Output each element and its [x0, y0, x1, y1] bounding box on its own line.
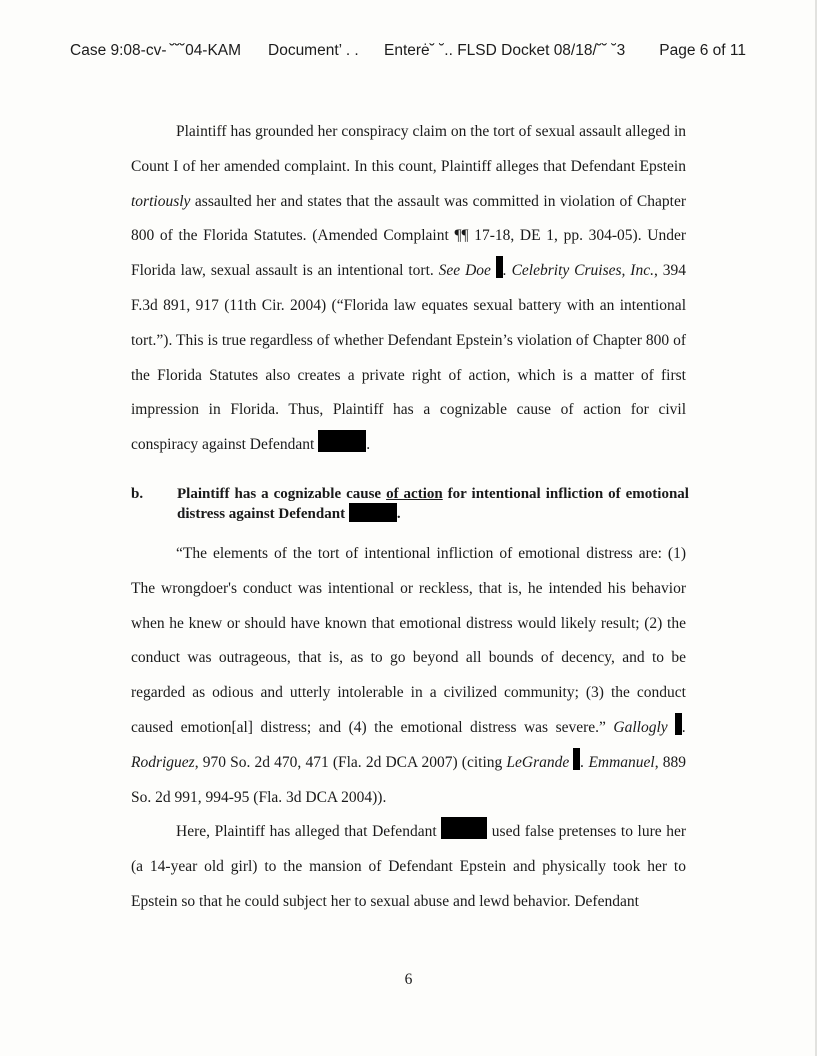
redaction-block — [318, 430, 366, 452]
p1-text-2: assaulted her and states that the assault was committed in violation of Chapter 800 of the Florida Statutes. (Amended Complaint ¶¶ 17-18, DE 1, pp. 304-05). Under Florida law, sexual assault is an intentional tort. — [131, 192, 686, 280]
page-count: Page 6 of 11 — [659, 42, 746, 59]
p3-text-2: used false pretenses to lure her (a 14-year old girl) to the mansion of Defendant Epstein and physically took her to Epstein so that he could subject her to sexual abuse and lewd behavior. Defendant — [131, 823, 686, 910]
entered-docket-label: Enterė˘ ˘.. FLSD Docket 08/18/˘˘ ˘3 — [384, 42, 626, 59]
heading-text-underlined: of action — [386, 486, 443, 502]
p2-text-2: , 970 So. 2d 470, 471 (Fla. 2d DCA 2007) (citing — [194, 753, 507, 771]
p1-end: . — [366, 436, 371, 454]
p2-cite-legrande: LeGrande — [506, 753, 570, 771]
p2-text-1: “The elements of the tort of intentional infliction of emotional distress are: (1) The wrongdoer's conduct was intentional or reckless, that is, he intended his behavior when he knew or should have known that emotional distress would likely result; (2) the conduct was outrageous, that is, as to go beyond all bounds of decency, and to be regarded as odious and utterly intolerable in a civilized community; (3) the conduct caused emotion[al] distress; and (4) the emotional distress was severe.” — [131, 545, 686, 736]
p2-cite-gallogly: Gallogly — [613, 718, 668, 736]
paragraph-elements — [131, 537, 686, 815]
paragraph-conspiracy — [131, 115, 686, 463]
p2-cite-emmanuel: . Emmanuel — [580, 753, 655, 771]
heading-text-b: for intentional infliction of emotional distress against Defendant — [177, 486, 689, 522]
p2-cite-rodriguez: . Rodriguez — [131, 718, 686, 771]
p1-text-3: , 394 F.3d 891, 917 (11th Cir. 2004) (“Florida law equates sexual battery with an intentional tort.”). This is true regardless of whether Defendant Epstein’s violation of Chapter 800 of the Florida Statutes also creates a private right of action, which is a matter of first impression in Florida. Thus, Plaintiff has a cognizable cause of action for civil conspiracy against Defendant — [131, 262, 687, 454]
p1-text-1: Plaintiff has grounded her conspiracy claim on the tort of sexual assault alleged in Count I of her amended complaint. In this count, Plaintiff alleges that Defendant Epstein — [131, 123, 686, 175]
paragraph-allegation — [131, 815, 686, 919]
redaction-block — [441, 817, 487, 839]
heading-end: . — [396, 506, 401, 522]
p2-text-3: , 889 So. 2d 991, 994-95 (Fla. 3d DCA 2004)). — [131, 753, 687, 806]
redaction-bar — [496, 256, 503, 278]
document-label: Document’ . . — [268, 42, 359, 59]
heading-number: b. — [131, 486, 144, 502]
heading-text — [177, 486, 689, 523]
p3-text-1: Here, Plaintiff has alleged that Defendant — [176, 823, 442, 840]
heading-text-a: Plaintiff has a cognizable cause — [177, 486, 387, 502]
redaction-block — [349, 503, 397, 522]
page-number: 6 — [404, 971, 413, 988]
case-number: Case 9:08-cv- ˘˘˘04-KAM — [70, 42, 242, 59]
p1-citation-see-doe: See Doe — [438, 262, 491, 280]
p1-emphasis-tortiously: tortiously — [131, 192, 191, 210]
p1-citation-celebrity: . Celebrity Cruises, Inc. — [502, 262, 654, 280]
